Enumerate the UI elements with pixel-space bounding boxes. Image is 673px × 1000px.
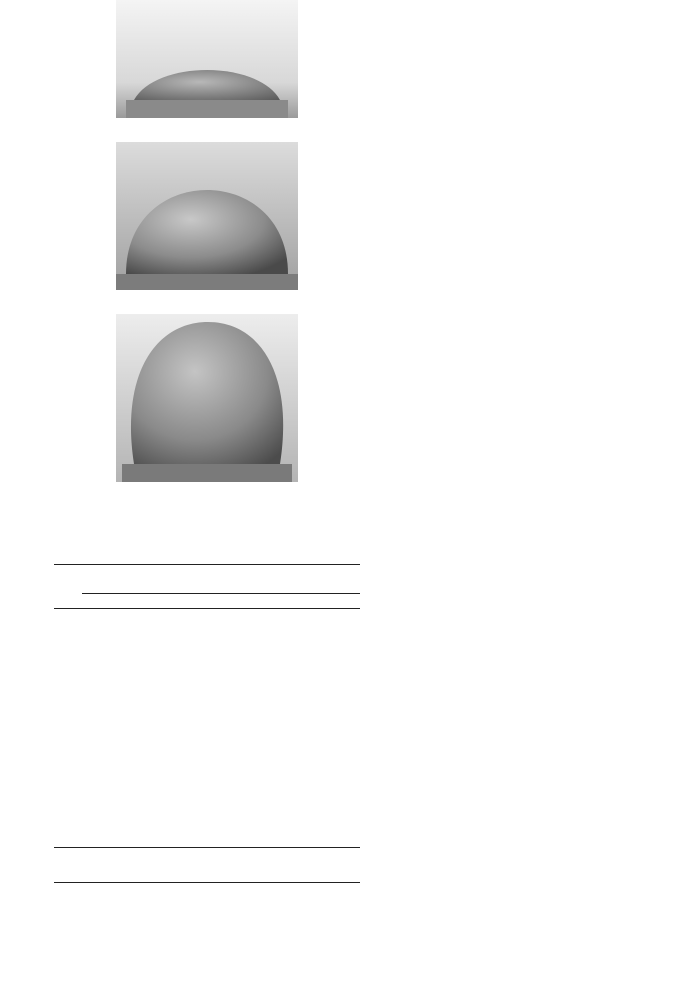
table1-sub-header: [221, 594, 267, 609]
table1-group-label: [267, 565, 360, 580]
table2-header: [299, 848, 360, 883]
table1-sub-header: [175, 594, 221, 609]
table1-group-label: [175, 565, 268, 580]
table1-group-h2: [175, 579, 268, 594]
table1-group-h3: [267, 579, 360, 594]
table1-seq-header: [54, 565, 82, 609]
table1-sub-header: [267, 594, 313, 609]
table1-sub-header: [314, 594, 360, 609]
photo-dome-c: [116, 314, 298, 482]
photo-dome-a: [116, 0, 298, 118]
table1-sub-header: [82, 594, 128, 609]
table1: [54, 564, 360, 609]
table2: [54, 847, 360, 883]
table2-header: [115, 848, 176, 883]
table1-sub-header: [128, 594, 174, 609]
table1-group-label: [82, 565, 175, 580]
table1-group-h1: [82, 579, 175, 594]
table2-header: [238, 848, 299, 883]
table2-header: [176, 848, 237, 883]
table2-header: [54, 848, 115, 883]
photo-dome-b: [116, 142, 298, 290]
